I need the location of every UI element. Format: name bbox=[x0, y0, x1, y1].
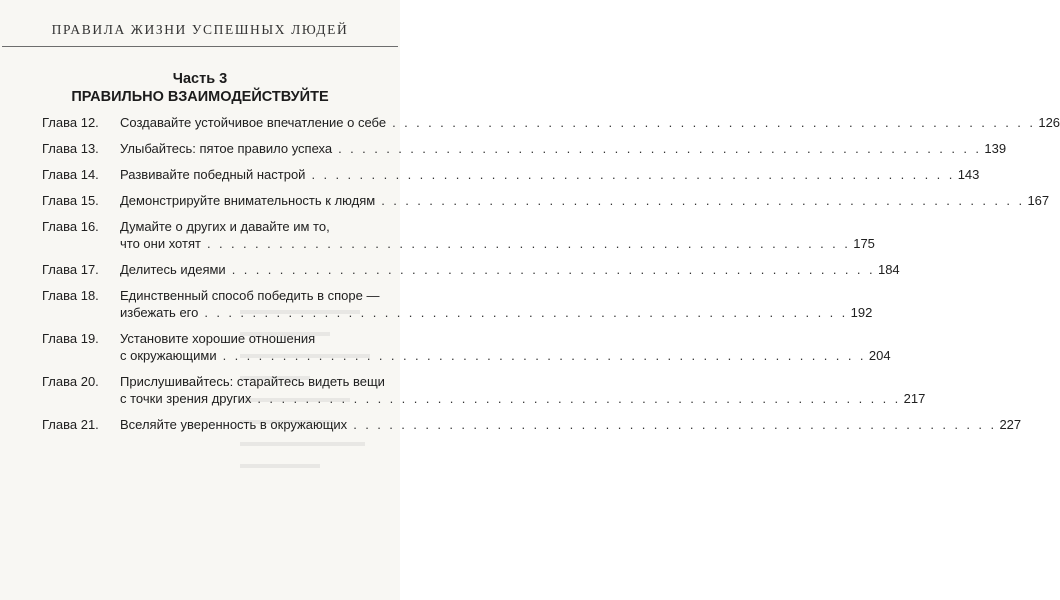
chapter-title-line bbox=[120, 373, 925, 390]
chapter-title: Установите хорошие отношения bbox=[120, 331, 316, 346]
chapter-title-line bbox=[120, 416, 1021, 433]
dot-leader bbox=[311, 166, 954, 183]
part-label: Часть 3 bbox=[172, 71, 228, 87]
toc-entry bbox=[42, 416, 1022, 433]
dot-leader bbox=[232, 261, 875, 278]
dot-leader bbox=[257, 390, 900, 407]
chapter-number: Глава 14. bbox=[42, 167, 99, 182]
running-head: ПРАВИЛА ЖИЗНИ УСПЕШНЫХ ЛЮДЕЙ bbox=[51, 22, 349, 37]
chapter-entry bbox=[120, 192, 1049, 209]
chapter-title-line bbox=[120, 330, 891, 347]
chapter-number: Глава 21. bbox=[42, 417, 99, 432]
chapter-title: Создавайте устойчивое впечатление о себе bbox=[120, 115, 387, 130]
chapter-title: Демонстрируйте внимательность к людям bbox=[120, 193, 376, 208]
page-number: 227 bbox=[999, 417, 1022, 432]
page-number: 139 bbox=[984, 141, 1007, 156]
dot-leader bbox=[204, 304, 847, 321]
chapter-number: Глава 18. bbox=[42, 288, 99, 303]
chapter-title: Делитесь идеями bbox=[120, 262, 226, 277]
header-rule bbox=[2, 46, 398, 47]
chapter-title: Улыбайтесь: пятое правило успеха bbox=[120, 141, 333, 156]
chapter-title-line bbox=[120, 390, 925, 407]
chapter-number: Глава 17. bbox=[42, 262, 99, 277]
chapter-title-line bbox=[120, 347, 891, 364]
chapter-number: Глава 16. bbox=[42, 219, 99, 234]
chapter-title-line bbox=[120, 235, 875, 252]
chapter-title: с точки зрения других bbox=[120, 391, 252, 406]
toc-entry bbox=[42, 166, 980, 183]
dot-leader bbox=[392, 114, 1035, 131]
part-title: ПРАВИЛЬНО ВЗАИМОДЕЙСТВУЙТЕ bbox=[71, 89, 329, 105]
chapter-title-line bbox=[120, 287, 872, 304]
chapter-number: Глава 19. bbox=[42, 331, 99, 346]
dot-leader bbox=[338, 140, 981, 157]
toc-entry bbox=[42, 192, 1050, 209]
chapter-title: что они хотят bbox=[120, 236, 201, 251]
page-number: 175 bbox=[853, 236, 875, 251]
chapter-title-line bbox=[120, 261, 900, 278]
toc-entry bbox=[42, 114, 1060, 131]
chapter-title: Прислушивайтесь: старайтесь видеть вещи bbox=[120, 374, 385, 389]
dot-leader bbox=[223, 347, 866, 364]
chapter-entry bbox=[120, 416, 1021, 433]
chapter-title-line bbox=[120, 166, 979, 183]
table-of-contents bbox=[42, 114, 1060, 442]
toc-entry bbox=[42, 330, 891, 364]
toc-entry bbox=[42, 218, 875, 252]
chapter-entry bbox=[120, 373, 925, 407]
chapter-number: Глава 20. bbox=[42, 374, 99, 389]
chapter-entry bbox=[120, 166, 979, 183]
chapter-entry bbox=[120, 140, 1006, 157]
chapter-title-line bbox=[120, 218, 875, 235]
dot-leader bbox=[353, 416, 996, 433]
chapter-title: с окружающими bbox=[120, 348, 217, 363]
page-number: 204 bbox=[868, 348, 891, 363]
chapter-entry bbox=[120, 287, 872, 321]
page-number: 184 bbox=[877, 262, 900, 277]
page-number: 217 bbox=[903, 391, 926, 406]
dot-leader bbox=[381, 192, 1024, 209]
toc-entry bbox=[42, 287, 873, 321]
page-number: 192 bbox=[850, 305, 873, 320]
chapter-entry bbox=[120, 261, 900, 278]
chapter-title: Вселяйте уверенность в окружающих bbox=[120, 417, 348, 432]
chapter-title: Думайте о других и давайте им то, bbox=[120, 219, 330, 234]
toc-entry bbox=[42, 140, 1007, 157]
chapter-entry bbox=[120, 330, 891, 364]
toc-entry bbox=[42, 261, 900, 278]
page-number: 126 bbox=[1038, 115, 1060, 130]
chapter-title: Развивайте победный настрой bbox=[120, 167, 306, 182]
page-number: 167 bbox=[1027, 193, 1050, 208]
chapter-number: Глава 13. bbox=[42, 141, 99, 156]
chapter-title: избежать его bbox=[120, 305, 199, 320]
dot-leader bbox=[207, 235, 850, 252]
chapter-title-line bbox=[120, 192, 1049, 209]
chapter-title-line bbox=[120, 114, 1060, 131]
chapter-entry bbox=[120, 114, 1060, 131]
chapter-number: Глава 12. bbox=[42, 115, 99, 130]
chapter-number: Глава 15. bbox=[42, 193, 99, 208]
toc-entry bbox=[42, 373, 926, 407]
chapter-entry bbox=[120, 218, 875, 252]
chapter-title-line bbox=[120, 304, 872, 321]
chapter-title: Единственный способ победить в споре — bbox=[120, 288, 380, 303]
page-number: 143 bbox=[957, 167, 980, 182]
chapter-title-line bbox=[120, 140, 1006, 157]
